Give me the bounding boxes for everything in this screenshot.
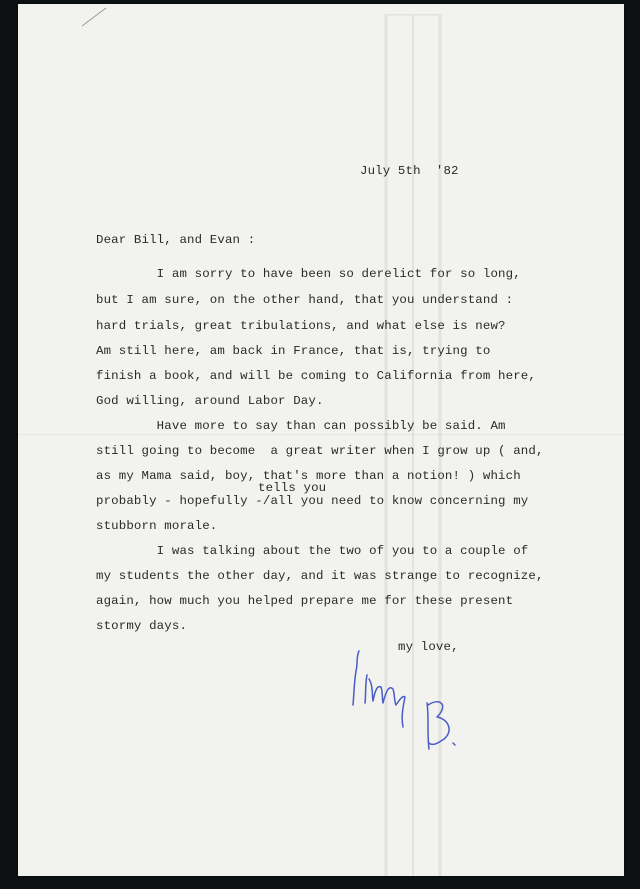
body-line: still going to become a great writer when I grow up ( and, xyxy=(96,444,544,458)
body-line: but I am sure, on the other hand, that you understand : xyxy=(96,293,514,307)
letter-salutation: Dear Bill, and Evan : xyxy=(96,233,256,247)
handwritten-signature xyxy=(345,645,475,770)
corner-mark xyxy=(80,6,110,30)
body-line: as my Mama said, boy, that's more than a notion! ) which xyxy=(96,469,521,483)
letter-page xyxy=(18,4,624,876)
body-line: I was talking about the two of you to a couple of xyxy=(96,544,529,558)
letter-date: July 5th '82 xyxy=(360,164,459,178)
body-line: probably - hopefully -/all you need to know concerning my xyxy=(96,494,529,508)
body-line: stubborn morale. xyxy=(96,519,218,533)
body-line: my students the other day, and it was strange to recognize, xyxy=(96,569,544,583)
typed-insertion: tells you xyxy=(258,481,327,495)
letter-closing: my love, xyxy=(398,640,459,654)
body-line: God willing, around Labor Day. xyxy=(96,394,324,408)
body-line: hard trials, great tribulations, and what else is new? xyxy=(96,319,506,333)
body-line: again, how much you helped prepare me for these present xyxy=(96,594,514,608)
paper-fold xyxy=(18,434,624,435)
body-line: Am still here, am back in France, that is, trying to xyxy=(96,344,491,358)
body-line: I am sorry to have been so derelict for so long, xyxy=(96,267,521,281)
body-line: finish a book, and will be coming to California from here, xyxy=(96,369,536,383)
body-line: Have more to say than can possibly be said. Am xyxy=(96,419,506,433)
body-line: stormy days. xyxy=(96,619,188,633)
